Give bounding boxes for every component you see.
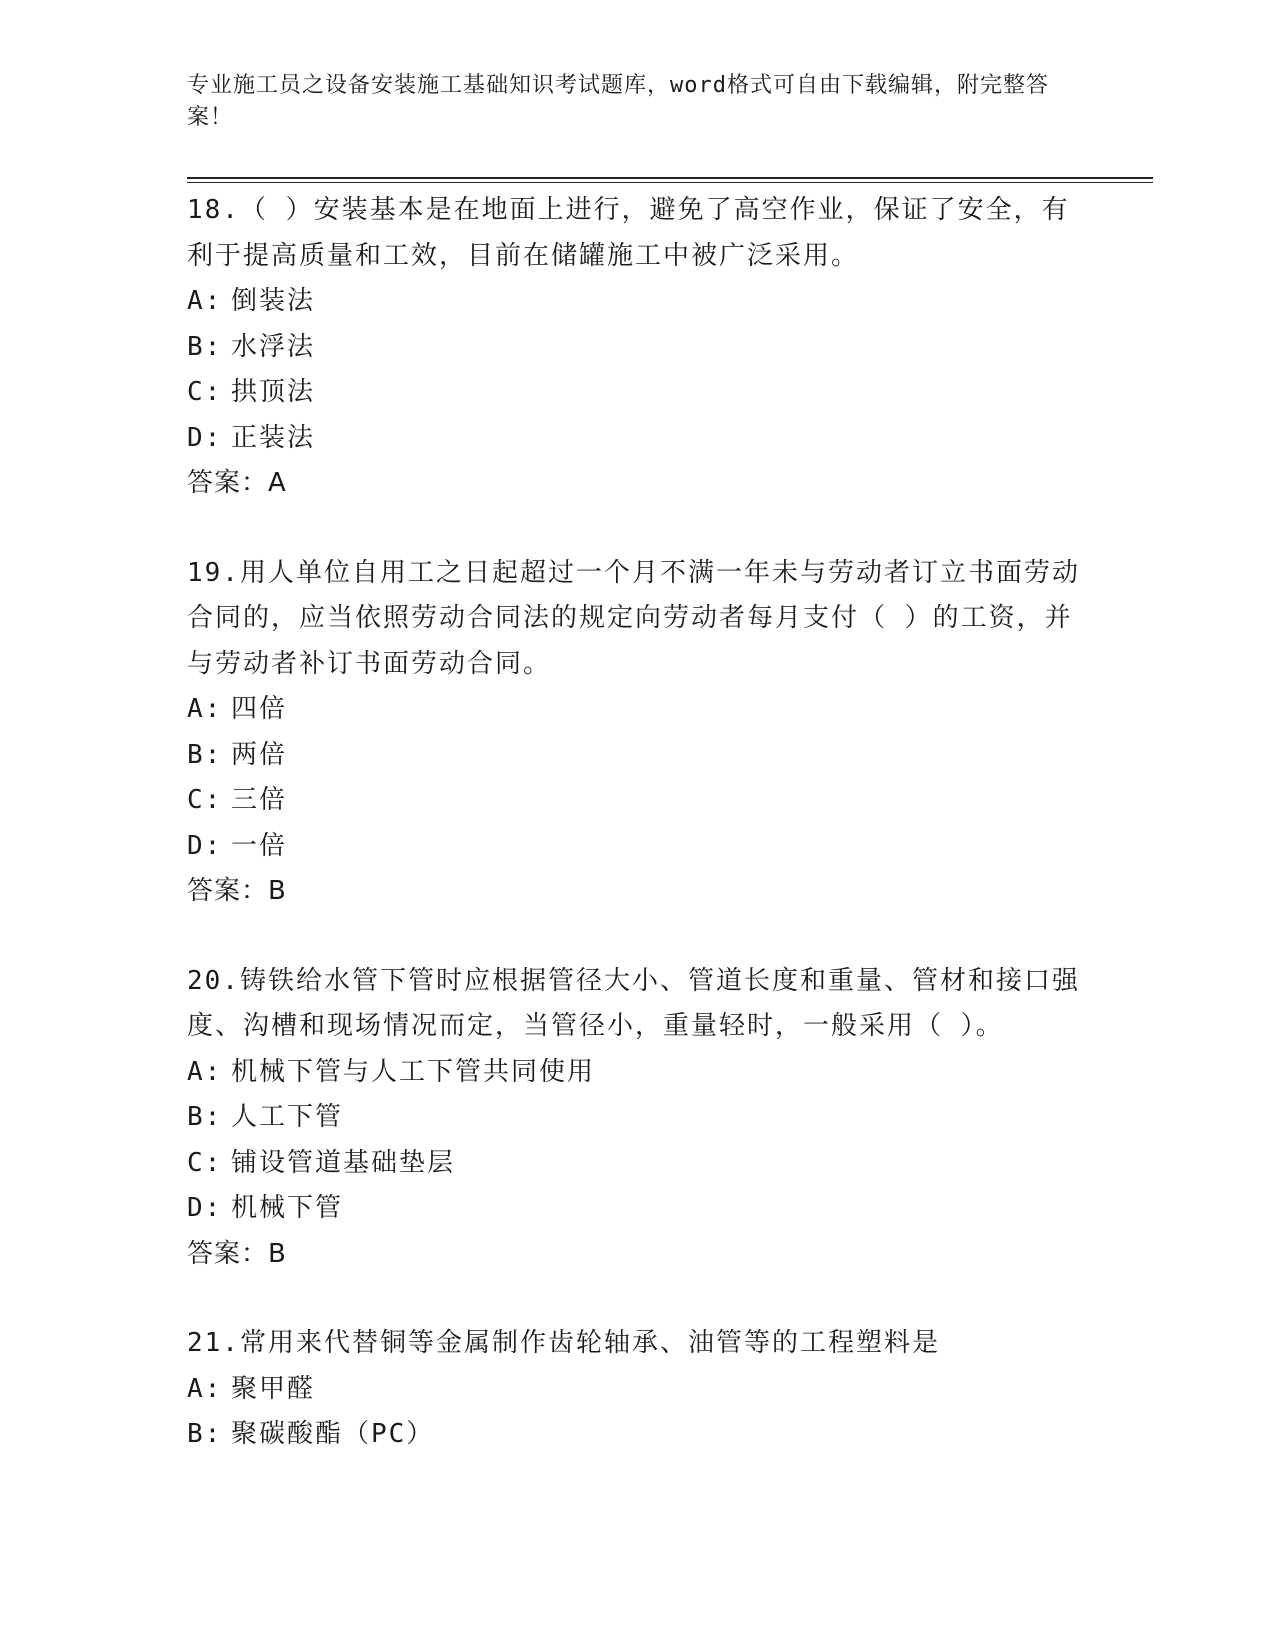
option-text: 两倍 (231, 739, 288, 770)
option-key: A: (187, 694, 223, 724)
option-text: 正装法 (231, 422, 316, 453)
answer-line: 答案：B (187, 1238, 287, 1269)
option-d (187, 1186, 1087, 1232)
header-divider-thick (187, 177, 1153, 179)
option-key: D: (187, 830, 223, 861)
option-c (187, 778, 1087, 824)
question-21 (187, 1321, 1087, 1458)
question-spacer (187, 915, 1087, 959)
option-text: 机械下管 (231, 1193, 344, 1223)
option-b (187, 1095, 1087, 1141)
option-key: C: (187, 785, 223, 815)
option-a (187, 1050, 1087, 1096)
option-text: 四倍 (231, 694, 288, 724)
option-text: 倒装法 (231, 286, 316, 316)
document-header (187, 70, 1067, 134)
option-text: 铺设管道基础垫层 (231, 1147, 456, 1178)
question-19 (187, 551, 1087, 915)
option-text: 拱顶法 (231, 377, 316, 407)
option-b (187, 1412, 1087, 1458)
header-text: 专业施工员之设备安装施工基础知识考试题库，word格式可自由下载编辑，附完整答案！ (187, 73, 1049, 130)
option-a (187, 279, 1087, 325)
question-20 (187, 959, 1087, 1278)
option-text: 人工下管 (231, 1102, 344, 1132)
option-text: 水浮法 (231, 331, 316, 362)
question-stem: 18.（ ）安装基本是在地面上进行，避免了高空作业，保证了安全，有利于提高质量和工效，目前在储罐施工中被广泛采用。 (187, 195, 1070, 271)
option-key: B: (187, 1419, 223, 1449)
answer-line: 答案：B (187, 876, 287, 906)
question-stem: 21.常用来代替铜等金属制作齿轮轴承、油管等的工程塑料是 (187, 1328, 940, 1358)
option-key: C: (187, 1147, 223, 1178)
option-key: D: (187, 1193, 223, 1223)
option-b (187, 733, 1087, 779)
option-key: B: (187, 1102, 223, 1132)
option-c (187, 1141, 1087, 1187)
question-spacer (187, 507, 1087, 551)
question-stem: 20.铸铁给水管下管时应根据管径大小、管道长度和重量、管材和接口强度、沟槽和现场情况而定，当管径小，重量轻时，一般采用（ ）。 (187, 965, 1080, 1041)
option-c (187, 370, 1087, 416)
option-d (187, 824, 1087, 870)
option-text: 三倍 (231, 785, 288, 815)
option-text: 一倍 (231, 830, 288, 861)
option-key: D: (187, 422, 223, 453)
option-key: A: (187, 286, 223, 316)
option-b (187, 325, 1087, 371)
question-18 (187, 188, 1087, 507)
option-key: A: (187, 1373, 223, 1404)
option-a (187, 1367, 1087, 1413)
question-list (187, 188, 1087, 1458)
option-a (187, 687, 1087, 733)
question-spacer (187, 1277, 1087, 1321)
answer-line: 答案：A (187, 468, 287, 498)
option-text: 聚甲醛 (231, 1373, 316, 1404)
option-text: 聚碳酸酯（PC） (231, 1419, 435, 1449)
question-stem: 19.用人单位自用工之日起超过一个月不满一年未与劳动者订立书面劳动合同的，应当依照劳动合同法的规定向劳动者每月支付（ ）的工资，并与劳动者补订书面劳动合同。 (187, 557, 1080, 679)
option-text: 机械下管与人工下管共同使用 (231, 1056, 596, 1087)
option-key: B: (187, 739, 223, 770)
option-key: A: (187, 1056, 223, 1087)
header-divider-thin (187, 182, 1153, 183)
option-key: B: (187, 331, 223, 362)
option-key: C: (187, 377, 223, 407)
option-d (187, 416, 1087, 462)
